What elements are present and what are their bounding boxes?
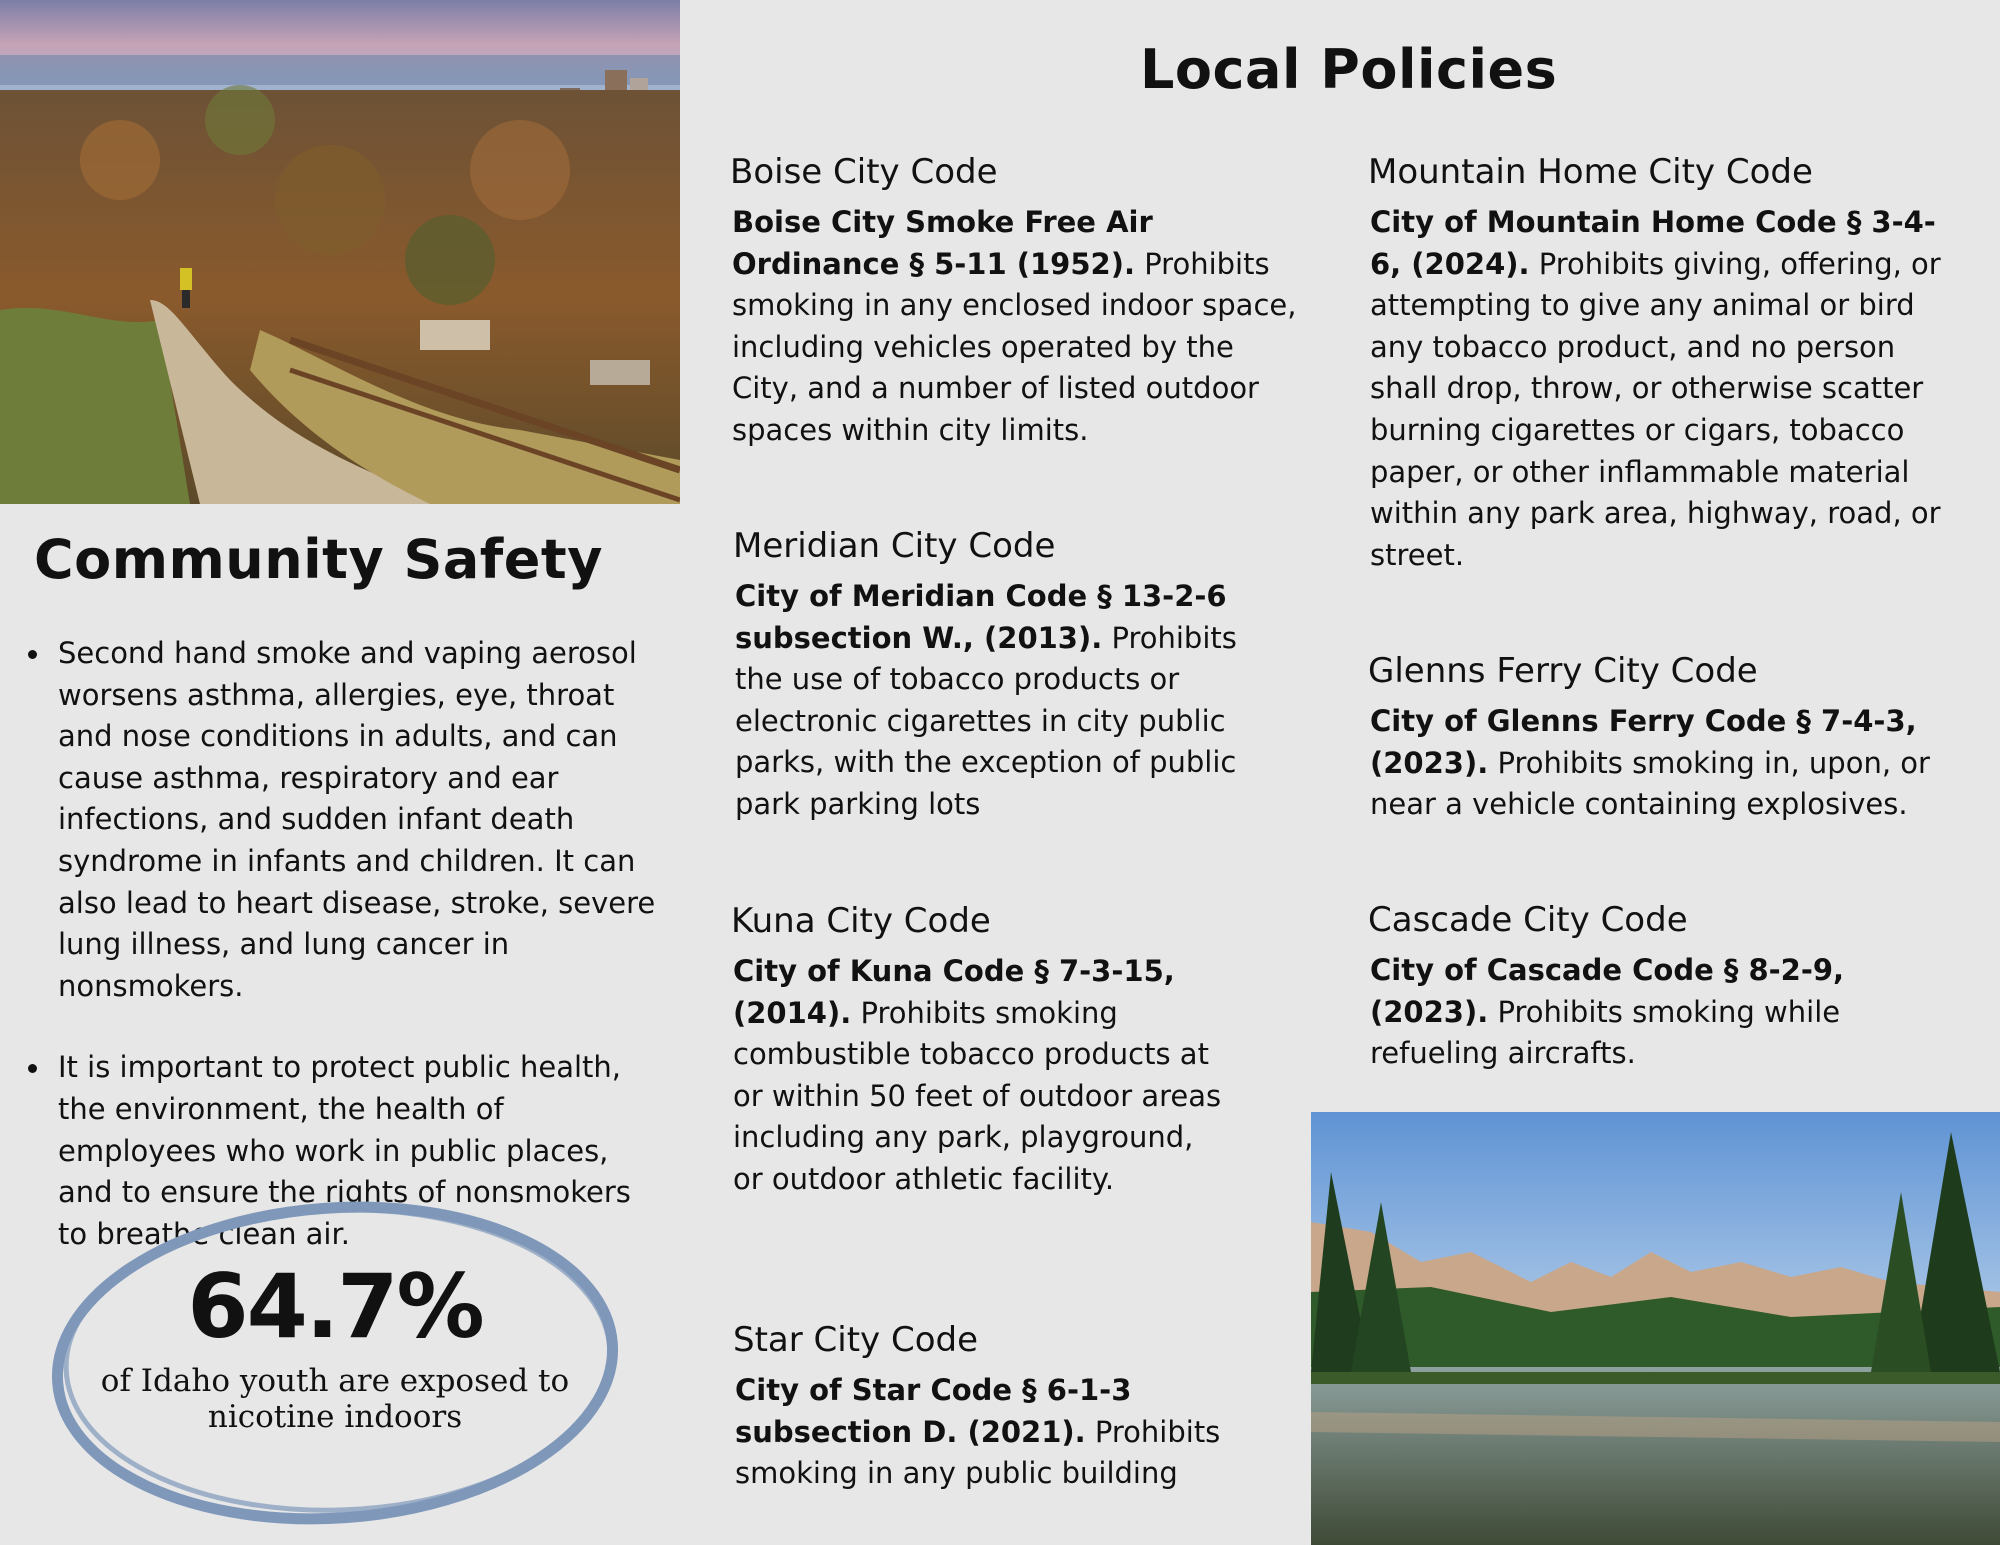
policy-description: Prohibits smoking in any public building [735, 1414, 1221, 1491]
policy-glenns-ferry [1368, 651, 1948, 826]
policy-body [730, 202, 1300, 452]
policy-code: City of Glenns Ferry Code § 7-4-3, (2023). [1370, 704, 1917, 780]
policy-body [1368, 701, 1948, 826]
policy-code: City of Kuna Code § 7-3-15, (2014). [733, 954, 1175, 1030]
policy-code: City of Cascade Code § 8-2-9, (2023). [1370, 953, 1845, 1029]
policy-code: City of Mountain Home Code § 3-4-6, (2024). [1370, 205, 1936, 281]
local-policies-title: Local Policies [1140, 38, 1558, 101]
policy-body [1368, 950, 1948, 1075]
policy-city-name: Star City Code [733, 1320, 979, 1360]
stat-caption: of Idaho youth are exposed to nicotine indoors [100, 1363, 570, 1435]
community-safety-title: Community Safety [34, 528, 603, 591]
policy-star [733, 1320, 1233, 1495]
policy-mountain-home [1368, 152, 1948, 576]
bullet-dot-icon [28, 1064, 37, 1073]
policy-city-name: Boise City Code [730, 152, 998, 192]
bullet-item [28, 633, 668, 1007]
mountain-lake-photo [1311, 1112, 2000, 1545]
policy-city-name: Cascade City Code [1368, 900, 1688, 940]
policy-body [733, 576, 1253, 826]
policy-city-name: Kuna City Code [731, 901, 991, 941]
policy-description: Prohibits smoking combustible tobacco products at or within 50 feet of outdoor areas including any park, playground, or outdoor athletic facility. [733, 995, 1222, 1196]
policy-code: City of Star Code § 6-1-3 subsection D. (2021). [735, 1373, 1132, 1449]
policy-kuna [731, 901, 1231, 1201]
bullet-text: Second hand smoke and vaping aerosol worsens asthma, allergies, eye, throat and nose conditions in adults, and can cause asthma, respiratory and ear infections, and sudden infant death syndrome in infants and children. It can also lead to heart disease, stroke, severe lung illness, and lung cancer in nonsmokers. [58, 636, 656, 1003]
policy-description: Prohibits the use of tobacco products or electronic cigarettes in city public parks, with the exception of public park parking lots [735, 620, 1237, 821]
stat-value: 64.7% [187, 1255, 483, 1358]
policy-description: Prohibits smoking in, upon, or near a vehicle containing explosives. [1370, 745, 1930, 822]
policy-boise [730, 152, 1300, 452]
policy-description: Prohibits smoking in any enclosed indoor space, including vehicles operated by the City, and a number of listed outdoor spaces within city limits. [732, 246, 1297, 447]
policy-city-name: Meridian City Code [733, 526, 1056, 566]
policy-body [731, 951, 1231, 1201]
bullet-text: It is important to protect public health, the environment, the health of employees who work in public places, and to ensure the rights of nonsmokers to breathe clean air. [58, 1050, 631, 1251]
policy-meridian [733, 526, 1253, 826]
policy-city-name: Glenns Ferry City Code [1368, 651, 1758, 691]
stat-ring-icon [40, 1188, 630, 1533]
policy-description: Prohibits giving, offering, or attempting to give any animal or bird any tobacco product, and no person shall drop, throw, or otherwise scatter burning cigarettes or cigars, tobacco paper, or other inflammable material within any park area, highway, road, or street. [1370, 246, 1941, 572]
city-trail-photo [0, 0, 680, 504]
policy-body [1368, 202, 1948, 576]
bullet-dot-icon [28, 650, 37, 659]
policy-city-name: Mountain Home City Code [1368, 152, 1813, 192]
policy-description: Prohibits smoking while refueling aircrafts. [1370, 994, 1841, 1071]
policy-code: Boise City Smoke Free Air Ordinance § 5-11 (1952). [732, 205, 1153, 281]
policy-body [733, 1370, 1233, 1495]
policy-code: City of Meridian Code § 13-2-6 subsection W., (2013). [735, 579, 1227, 655]
policy-cascade [1368, 900, 1948, 1075]
